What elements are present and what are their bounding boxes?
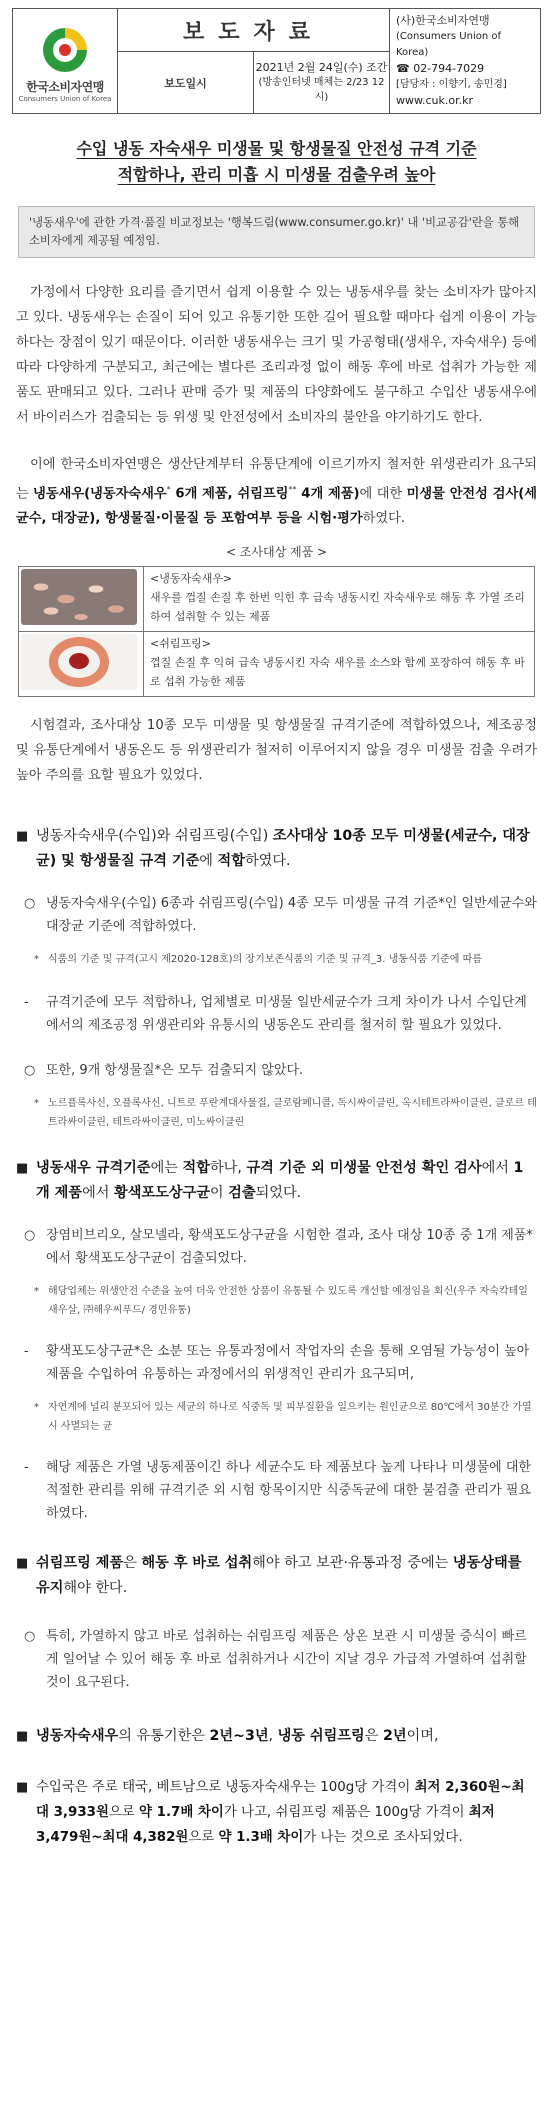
logo-mark-icon [39, 24, 91, 76]
intro-p2-bold: 미생물 안전성 검사(세균수, 대장균), 항생물질·이물질 등 포함여부 등을 시험·평가 [16, 486, 537, 527]
doc-type-title: 보도자료 [118, 9, 390, 52]
section-bold: 쉬림프링 제품 [36, 1555, 124, 1572]
section-text: 은 [364, 1728, 383, 1745]
section-text: 해야 한다. [63, 1580, 128, 1597]
point-text: 냉동자숙새우(수입) 6종과 쉬림프링(수입) 4종 모두 미생물 규격 기준*인 일반세균수와 대장균 기준에 적합하였다. [46, 896, 537, 935]
section-text: 냉동자숙새우(수입)와 쉬림프링(수입) [36, 828, 273, 845]
section-bold: 규격 기준 외 미생물 안전성 확인 검사 [246, 1160, 482, 1177]
table-row [19, 632, 535, 697]
section-bold: 최저 3,479원~최대 4,382원 [36, 1805, 495, 1846]
section-2 [16, 1156, 537, 1206]
org-logo [13, 9, 118, 114]
product-desc: 껍질 손질 후 익혀 급속 냉동시킨 자숙 새우를 소스와 함께 포장하여 해동 후 바로 섭취 가능한 제품 [150, 656, 525, 689]
logo-name: 한국소비자연맹 [26, 79, 104, 94]
dash-bullet-icon: - [24, 1460, 29, 1476]
section-text: 에 [199, 853, 218, 870]
product-description [144, 567, 535, 632]
footnote [34, 1282, 537, 1320]
section-1-point [24, 892, 537, 938]
section-text: 이며, [406, 1728, 439, 1745]
footnote-marker: * [34, 954, 39, 966]
intro-paragraph-1: 가정에서 다양한 요리를 즐기면서 쉽게 이용할 수 있는 냉동새우를 찾는 소비자가 많아지고 있다. 냉동새우는 손질이 되어 있고 유통기한 또한 길어 필요할 때마다 쉽게 이용이 가능하다는 장점이 있기 때문이다. 이러한 냉동새우는 크기 및 가공형태(생새우, 자숙새우) 등에 따라 다양하게 구분되고, 최근에는 별다른 조리과정 없이 해동 후에 바로 섭취가 가능한 제품도 판매되고 있다. 그러나 판매 증가 및 제품의 다양화에도 불구하고 수입산 냉동새우에서 바이러스가 검출되는 등 위생 및 안전성에서 소비자의 불안을 야기하기도 한다. [16, 285, 537, 425]
contact-org-en: (Consumers Union of Korea) [396, 31, 501, 58]
section-3-point [24, 1625, 537, 1694]
point-text: 또한, 9개 항생물질*은 모두 검출되지 않았다. [46, 1063, 304, 1079]
section-text: 되었다. [255, 1185, 302, 1202]
footnote [34, 1094, 537, 1132]
section-1-point-2 [24, 1059, 537, 1082]
intro-p2-bold: 냉동새우(냉동자숙새우 [33, 486, 167, 502]
section-text: 으로 [108, 1805, 140, 1821]
square-bullet-icon: ■ [16, 1556, 29, 1572]
circle-bullet-icon: ○ [24, 896, 36, 912]
footnote-marker: * [34, 1402, 39, 1414]
section-bold: 2년 [382, 1728, 407, 1745]
press-release-page [12, 8, 541, 1850]
section-text: 에는 [150, 1160, 183, 1177]
section-1 [16, 824, 537, 874]
section-bold: 약 1.3배 차이 [218, 1830, 304, 1846]
section-text: 하였다. [244, 853, 291, 870]
circle-bullet-icon: ○ [24, 1629, 36, 1645]
section-bold: 1개 제품 [36, 1160, 524, 1202]
headline [12, 136, 541, 188]
section-bold: 적합 [182, 1160, 210, 1177]
section-text: 에서 [82, 1185, 114, 1202]
shrimp-ring-image [19, 632, 144, 697]
intro-p2-bold: 6개 제품, 쉬림프링 [170, 486, 289, 502]
section-text: 가 나는 것으로 조사되었다. [303, 1830, 463, 1846]
contact-persons: [담당자 : 이향기, 송민경] [396, 79, 507, 90]
square-bullet-icon: ■ [16, 1161, 29, 1177]
products-caption: < 조사대상 제품 > [225, 545, 328, 560]
point-text: 황색포도상구균*은 소분 또는 유통과정에서 작업자의 손을 통해 오염될 가능성이 높아 제품을 수입하여 유통하는 과정에서의 위생적인 관리가 요구되며, [46, 1344, 530, 1383]
product-desc: 새우를 껍질 손질 후 한번 익힌 후 급속 냉동시킨 자숙새우로 해동 후 가열 조리하여 섭취할 수 있는 제품 [150, 591, 525, 624]
product-description [144, 632, 535, 697]
product-name: <쉬림프링> [150, 637, 211, 651]
section-text: 으로 [188, 1830, 219, 1846]
circle-bullet-icon: ○ [24, 1228, 36, 1244]
contact-info [390, 9, 541, 114]
point-text: 규격기준에 모두 적합하나, 업체별로 미생물 일반세균수가 크게 차이가 나서 수입단계에서의 제조공정 위생관리와 유통시의 냉동온도 관리를 철저히 할 필요가 있었다. [46, 995, 527, 1034]
headline-line2: 적합하나, 관리 미흡 시 미생물 검출우려 높아 [117, 165, 436, 184]
headline-line1: 수입 냉동 자숙새우 미생물 및 항생물질 안전성 규격 기준 [76, 139, 477, 158]
footnote-mark: ** [288, 485, 297, 494]
contact-org: (사)한국소비자연맹 [396, 14, 490, 27]
footnote [34, 950, 537, 969]
footnote [34, 1398, 537, 1436]
section-text: 에서 [481, 1160, 514, 1177]
release-date-line1: 2021년 2월 24일(수) 조간 [255, 61, 388, 74]
square-bullet-icon: ■ [16, 1729, 29, 1745]
section-text: 은 [123, 1555, 142, 1572]
products-table [18, 566, 535, 697]
release-date-line2: (방송인터넷 매체는 2/23 12시) [258, 77, 385, 103]
section-3 [16, 1551, 537, 1601]
footnote-text: 노르플록사신, 오플록사신, 니트로 푸란계대사물질, 클로람페니콜, 독시싸이클린, 옥시테트라싸이클린, 클로르 테트라싸이클린, 테트라싸이클린, 미노싸이클린 [48, 1098, 537, 1129]
frozen-shrimp-image [19, 567, 144, 632]
section-text: 하나, [209, 1160, 247, 1177]
footnote-text: 자연계에 널리 분포되어 있는 세균의 하나로 식중독 및 피부질환을 일으키는 원인균으로 80℃에서 30분간 가열시 사멸되는 균 [48, 1402, 532, 1433]
intro-p2-text: 에 대한 [359, 486, 407, 502]
intro-p2-text: 하였다. [362, 511, 406, 527]
section-bold: 2년~3년 [209, 1728, 269, 1745]
date-label: 보도일시 [118, 52, 254, 114]
section-4 [16, 1724, 537, 1749]
point-text: 해당 제품은 가열 냉동제품이긴 하나 세균수도 타 제품보다 높게 나타나 미생물에 대한 적절한 관리를 위해 규격기준 외 시험 항목이지만 식중독균에 대한 불검출 관리가 필요하였다. [46, 1460, 531, 1522]
point-text: 특히, 가열하지 않고 바로 섭취하는 쉬림프링 제품은 상온 보관 시 미생물 증식이 빠르게 일어날 수 있어 해동 후 바로 섭취하거나 시간이 지날 경우 가급적 가열하여 섭취할 것이 요구된다. [46, 1629, 527, 1691]
product-name: <냉동자숙새우> [150, 572, 233, 586]
section-2-dash [24, 1340, 537, 1386]
square-bullet-icon: ■ [16, 829, 29, 845]
section-5 [16, 1775, 537, 1850]
section-bold: 검출 [228, 1185, 256, 1202]
section-bold: 냉동 쉬림프링 [277, 1728, 365, 1745]
section-bold: 냉동상태를 유지 [36, 1555, 522, 1597]
section-bold: 냉동자숙새우 [36, 1728, 119, 1745]
footnote-mark: * [166, 485, 171, 494]
result-summary: 시험결과, 조사대상 10종 모두 미생물 및 항생물질 규격기준에 적합하였으나, 제조공정 및 유통단계에서 냉동온도 등 위생관리가 철저히 이루어지지 않을 경우 미생물 검출 우려가 높아 주의를 요할 필요가 있었다. [16, 718, 537, 784]
section-bold: 최저 2,360원~최대 3,933원 [36, 1780, 525, 1821]
header-table [12, 8, 541, 114]
section-bold: 황색포도상구균 [113, 1185, 210, 1202]
section-bold: 적합 [217, 853, 245, 870]
notice-box: '냉동새우'에 관한 가격·품질 비교정보는 '행복드림(www.consumer.go.kr)' 내 '비교공감'란을 통해 소비자에게 제공될 예정임. [18, 206, 535, 258]
footnote-text: 해당업체는 위생안전 수준을 높여 더욱 안전한 상품이 유통될 수 있도록 개선할 예정임을 회신(우주 자숙칵테일 새우살, ㈜해우씨푸드/ 경민유통) [48, 1286, 528, 1317]
logo-name-en: Consumers Union of Korea [18, 94, 112, 103]
section-2-point [24, 1224, 537, 1270]
intro-paragraph-2 [16, 452, 537, 531]
footnote-marker: * [34, 1286, 39, 1298]
intro-p2-bold: 4개 제품) [296, 486, 360, 502]
section-text: 수입국은 주로 태국, 베트남으로 냉동자숙새우는 100g당 가격이 [36, 1780, 415, 1796]
intro-p2-text: 이에 한국소비자연맹은 생산단계부터 유통단계에 이르기까지 철저한 위생관리가 요구되는 [16, 457, 537, 502]
contact-website[interactable]: www.cuk.or.kr [396, 94, 473, 107]
section-bold: 냉동새우 규격기준 [36, 1160, 151, 1177]
section-text: , [268, 1728, 278, 1745]
section-text: 해야 하고 보관·유통과정 중에는 [252, 1555, 453, 1572]
section-text: 이 [209, 1185, 229, 1202]
section-bold: 약 1.7배 차이 [139, 1805, 224, 1821]
footnote-marker: * [34, 1098, 39, 1110]
section-text: 가 나고, 쉬림프링 제품은 100g당 가격이 [223, 1805, 469, 1821]
square-bullet-icon: ■ [16, 1780, 29, 1796]
circle-bullet-icon: ○ [24, 1063, 36, 1079]
section-1-dash [24, 991, 537, 1037]
table-row [19, 567, 535, 632]
section-2-dash-2 [24, 1456, 537, 1525]
contact-phone: ☎ 02-794-7029 [396, 62, 485, 75]
section-bold: 해동 후 바로 섭취 [141, 1555, 253, 1572]
dash-bullet-icon: - [24, 1344, 29, 1360]
footnote-text: 식품의 기준 및 규격(고시 제2020-128호)의 장기보존식품의 기준 및 규격_3. 냉동식품 기준에 따름 [48, 954, 482, 966]
section-text: 의 유통기한은 [118, 1728, 210, 1745]
dash-bullet-icon: - [24, 995, 29, 1011]
section-bold: 조사대상 10종 모두 미생물(세균수, 대장균) 및 항생물질 규격 기준 [36, 828, 530, 870]
release-date [254, 52, 390, 114]
point-text: 장염비브리오, 살모넬라, 황색포도상구균을 시험한 결과, 조사 대상 10종 중 1개 제품*에서 황색포도상구균이 검출되었다. [46, 1228, 533, 1267]
